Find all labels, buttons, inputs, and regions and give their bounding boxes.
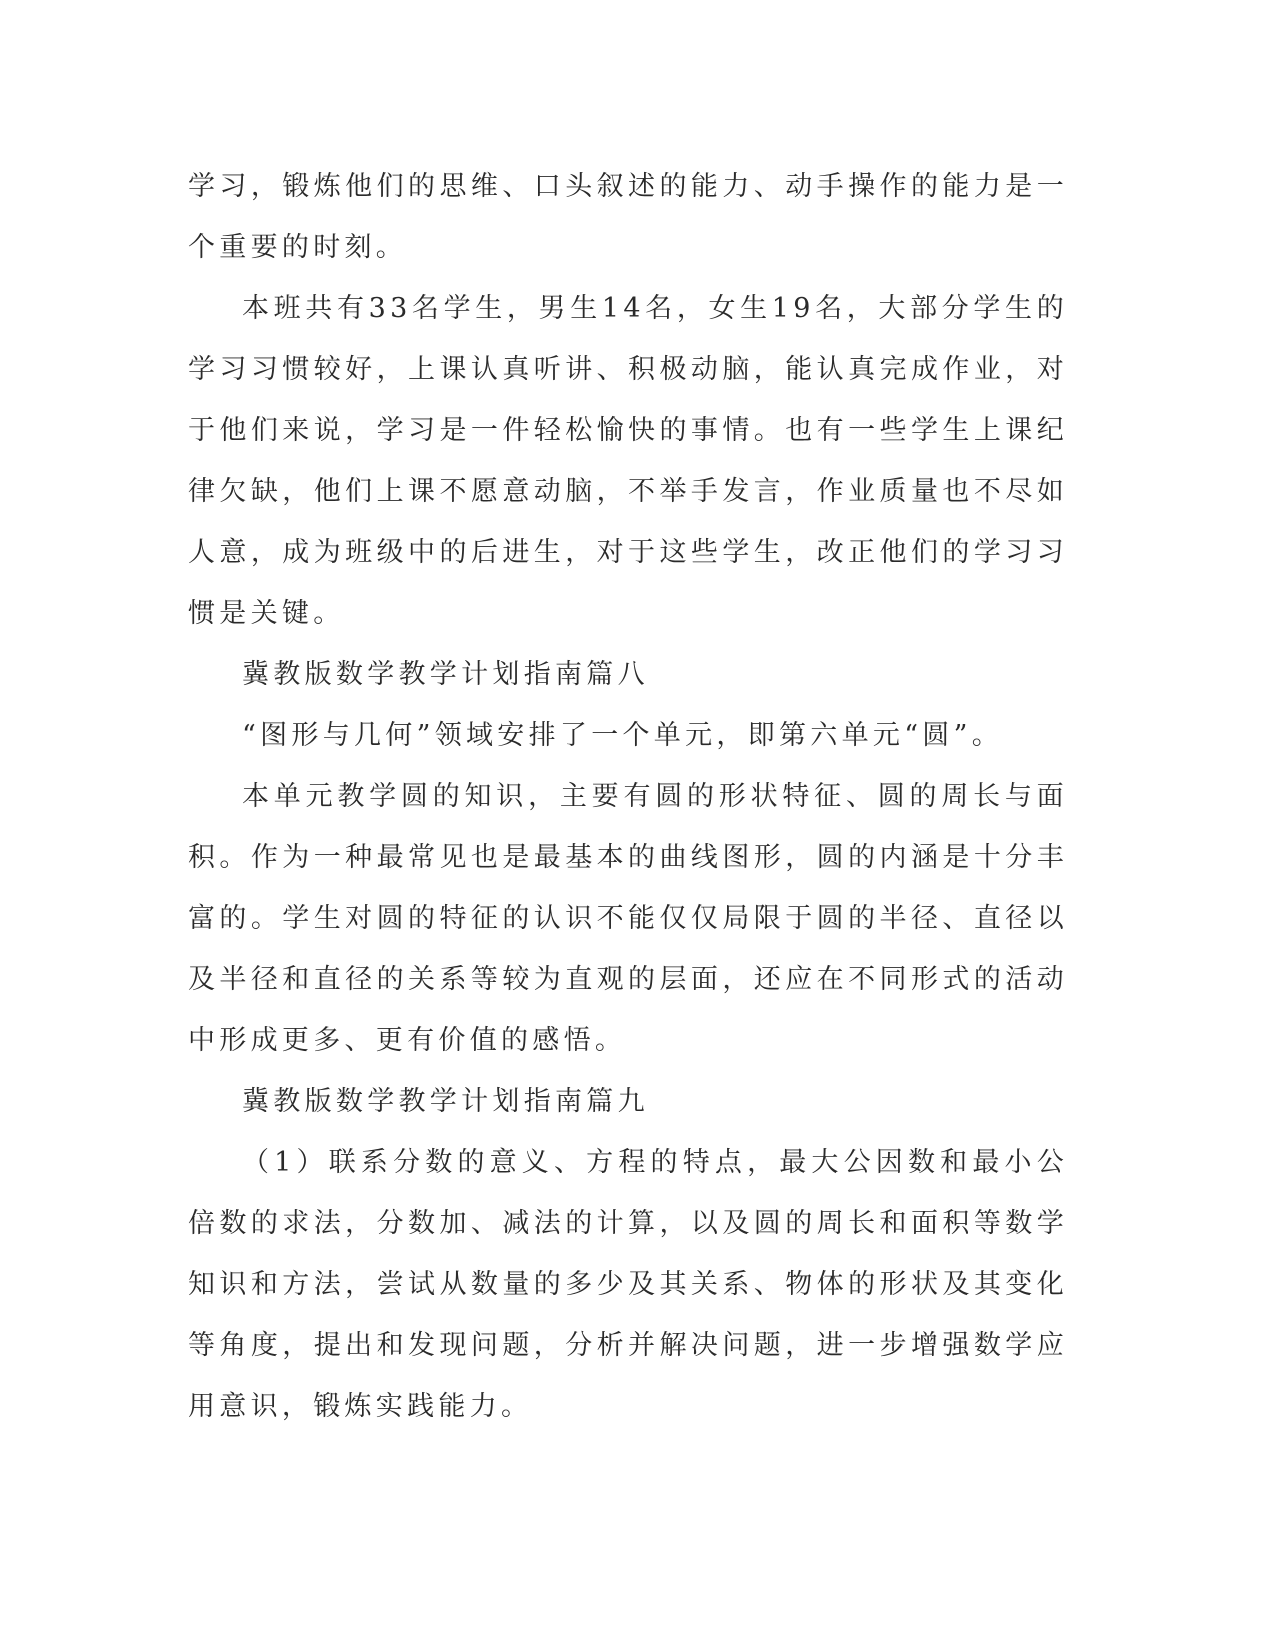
paragraph-circle-knowledge: 本单元教学圆的知识，主要有圆的形状特征、圆的周长与面积。作为一种最常见也是最基本的曲线图形，圆的内涵是十分丰富的。学生对圆的特征的认识不能仅仅局限于圆的半径、直径以及半径和直径的关系等较为直观的层面，还应在不同形式的活动中形成更多、更有价值的感悟。 (188, 781, 1068, 1056)
section-heading-part-nine: 冀教版数学教学计划指南篇九 (242, 1086, 649, 1117)
paragraph-class-overview: 本班共有33名学生，男生14名，女生19名，大部分学生的学习习惯较好，上课认真听讲、积极动脑，能认真完成作业，对于他们来说，学习是一件轻松愉快的事情。也有一些学生上课纪律欠缺，他们上课不愿意动脑，不举手发言，作业质量也不尽如人意，成为班级中的后进生，对于这些学生，改正他们的学习习惯是关键。 (188, 293, 1068, 629)
document-body (188, 156, 1068, 1437)
paragraph-application-goals: （1）联系分数的意义、方程的特点，最大公因数和最小公倍数的求法，分数加、减法的计算，以及圆的周长和面积等数学知识和方法，尝试从数量的多少及其关系、物体的形状及其变化等角度，提出和发现问题，分析并解决问题，进一步增强数学应用意识，锻炼实践能力。 (188, 1147, 1068, 1422)
paragraph-geometry-unit: “图形与几何”领域安排了一个单元，即第六单元“圆”。 (242, 720, 1004, 751)
paragraph-continuation: 学习，锻炼他们的思维、口头叙述的能力、动手操作的能力是一个重要的时刻。 (188, 171, 1068, 263)
section-heading-part-eight: 冀教版数学教学计划指南篇八 (242, 659, 649, 690)
